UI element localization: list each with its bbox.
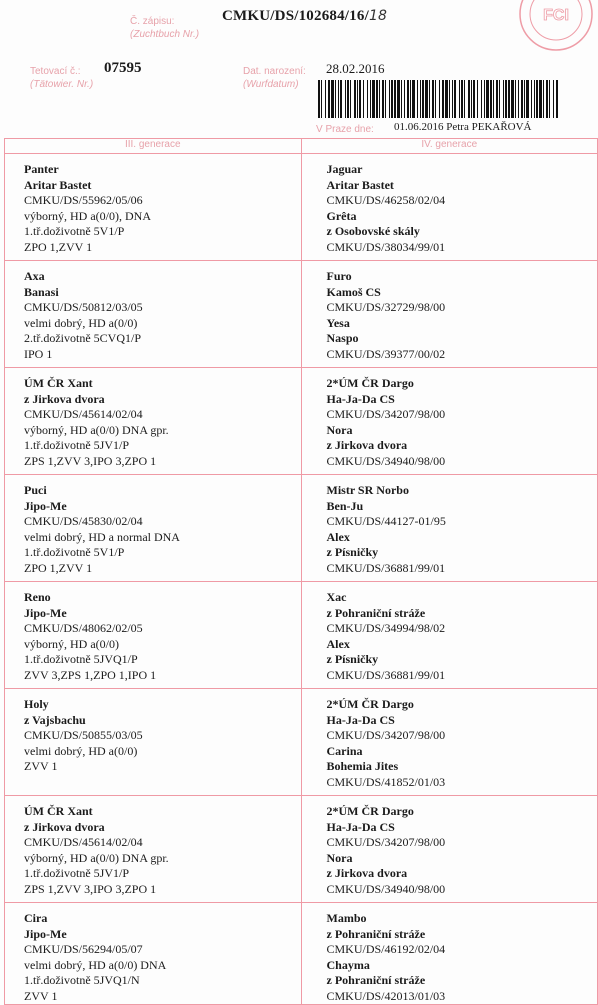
third-generation-cell <box>5 582 302 689</box>
ancestor-name: Alex <box>326 636 350 651</box>
stud-book-label-de: (Zuchtbuch Nr.) <box>130 29 200 40</box>
ancestor-entry <box>302 368 598 469</box>
ancestor-name: Banasi <box>24 284 59 299</box>
ancestor-name: 2*ÚM ČR Dargo <box>326 697 414 711</box>
ancestor-name: Naspo <box>326 331 359 345</box>
ancestor-entry <box>5 689 301 775</box>
ancestor-name: Ben-Ju <box>326 498 364 513</box>
ancestor-detail: CMKU/DS/32729/98/00 <box>326 300 446 314</box>
ancestor-detail: 1.tř.doživotně 5JV1/P <box>24 438 129 452</box>
tattoo-label-de: (Tätowier. Nr.) <box>30 79 94 90</box>
ancestor-detail: CMKU/DS/45830/02/04 <box>24 514 143 528</box>
ancestor-name: z Pohraniční stráže <box>326 973 426 987</box>
ancestor-detail: 1.tř.doživotně 5JVQ1/P <box>24 652 138 666</box>
ancestor-name: z Jirkova dvora <box>24 819 105 834</box>
stud-book-number-handwritten: 18 <box>368 8 388 24</box>
ancestor-name: Axa <box>24 269 45 283</box>
ancestor-entry <box>302 796 598 897</box>
ancestor-entry <box>5 154 301 255</box>
ancestor-name: Ha-Ja-Da CS <box>326 712 395 727</box>
table-row <box>5 582 598 689</box>
pedigree-body <box>5 154 598 1005</box>
fourth-generation-cell <box>301 368 598 475</box>
ancestor-detail: CMKU/DS/34940/98/00 <box>326 881 446 896</box>
ancestor-detail: CMKU/DS/38034/99/01 <box>326 239 446 254</box>
ancestor-detail: 2.tř.doživotně 5CVQ1/P <box>24 331 141 345</box>
ancestor-name: Kamoš CS <box>326 284 381 299</box>
pedigree-header-row <box>5 139 598 154</box>
tattoo-number: 07595 <box>104 60 142 76</box>
ancestor-detail: velmi dobrý, HD a(0/0) <box>24 315 138 330</box>
ancestor-detail: CMKU/DS/50855/03/05 <box>24 728 143 742</box>
ancestor-detail: CMKU/DS/45614/02/04 <box>24 407 143 421</box>
ancestor-detail: CMKU/DS/44127-01/95 <box>326 514 446 528</box>
ancestor-name: Chayma <box>326 957 370 972</box>
ancestor-name: z Jirkova dvora <box>326 438 408 452</box>
ancestor-name: z Písničky <box>326 545 379 559</box>
table-row <box>5 903 598 1005</box>
ancestor-name: Jaguar <box>326 162 363 176</box>
ancestor-detail: CMKU/DS/55962/05/06 <box>24 193 143 207</box>
ancestor-entry <box>5 796 301 897</box>
ancestor-detail: ZPS 1,ZVV 3,IPO 3,ZPO 1 <box>24 453 157 468</box>
ancestor-name: Carina <box>326 743 363 758</box>
ancestor-name: Xac <box>326 590 347 604</box>
ancestor-name: 2*ÚM ČR Dargo <box>326 804 414 818</box>
table-row <box>5 796 598 903</box>
third-generation-cell <box>5 796 302 903</box>
ancestor-name: z Jirkova dvora <box>326 866 408 880</box>
ancestor-detail: CMKU/DS/48062/02/05 <box>24 621 143 635</box>
ancestor-name: Nora <box>326 422 353 437</box>
ancestor-name: Holy <box>24 697 49 711</box>
ancestor-name: Panter <box>24 162 59 176</box>
ancestor-detail: CMKU/DS/45614/02/04 <box>24 835 143 849</box>
ancestor-detail: CMKU/DS/41852/01/03 <box>326 774 446 789</box>
ancestor-name: z Pohraniční stráže <box>326 605 426 620</box>
issued-label: V Praze dne: <box>316 124 374 135</box>
ancestor-name: Ha-Ja-Da CS <box>326 391 395 406</box>
issued-date-signature: 01.06.2016 Petra PEKAŘOVÁ <box>394 121 532 133</box>
fci-seal-icon <box>516 0 596 54</box>
ancestor-detail: CMKU/DS/50812/03/05 <box>24 300 143 314</box>
ancestor-name: Furo <box>326 269 352 283</box>
stud-book-number-printed: CMKU/DS/102684/16/ <box>222 8 369 24</box>
ancestor-entry <box>302 154 598 255</box>
ancestor-name: Cira <box>24 911 48 925</box>
fourth-generation-cell <box>301 475 598 582</box>
ancestor-name: ÚM ČR Xant <box>24 376 93 390</box>
table-row <box>5 368 598 475</box>
ancestor-name: Ha-Ja-Da CS <box>326 819 395 834</box>
tattoo-label: Tetovací č.: <box>30 66 81 77</box>
ancestor-name: Yesa <box>326 315 350 330</box>
fourth-generation-cell <box>301 689 598 796</box>
ancestor-detail: výborný, HD a(0/0) <box>24 636 119 651</box>
ancestor-detail: CMKU/DS/56294/05/07 <box>24 942 143 956</box>
column-header-fourth-generation: IV. generace <box>301 139 598 154</box>
column-header-third-generation: III. generace <box>5 139 302 154</box>
ancestor-name: Alex <box>326 529 350 544</box>
fourth-generation-cell <box>301 261 598 368</box>
ancestor-name: Puci <box>24 483 47 497</box>
third-generation-cell <box>5 689 302 796</box>
ancestor-detail: 1.tř.doživotně 5V1/P <box>24 545 125 559</box>
ancestor-entry <box>302 475 598 576</box>
ancestor-name: Mistr SR Norbo <box>326 483 409 497</box>
fourth-generation-cell <box>301 796 598 903</box>
ancestor-detail: CMKU/DS/34207/98/00 <box>326 407 446 421</box>
ancestor-detail: CMKU/DS/46258/02/04 <box>326 193 446 207</box>
ancestor-detail: velmi dobrý, HD a(0/0) <box>24 743 138 758</box>
ancestor-detail: ZPO 1,ZVV 1 <box>24 239 93 254</box>
ancestor-name: Jipo-Me <box>24 926 67 941</box>
ancestor-name: z Osobovské skály <box>326 224 420 238</box>
ancestor-name: 2*ÚM ČR Dargo <box>326 376 414 390</box>
ancestor-detail: výborný, HD a(0/0) DNA gpr. <box>24 850 169 865</box>
third-generation-cell <box>5 903 302 1005</box>
ancestor-name: ÚM ČR Xant <box>24 804 93 818</box>
ancestor-detail: ZPO 1,ZVV 1 <box>24 560 93 575</box>
ancestor-name: Jipo-Me <box>24 605 67 620</box>
ancestor-entry <box>5 261 301 362</box>
ancestor-detail: velmi dobrý, HD a(0/0) DNA <box>24 957 167 972</box>
ancestor-detail: ZPS 1,ZVV 3,IPO 3,ZPO 1 <box>24 881 157 896</box>
ancestor-entry <box>5 582 301 683</box>
ancestor-detail: ZVV 1 <box>24 988 58 1003</box>
ancestor-detail: CMKU/DS/34940/98/00 <box>326 453 446 468</box>
fourth-generation-cell <box>301 903 598 1005</box>
ancestor-detail: CMKU/DS/34207/98/00 <box>326 835 446 849</box>
ancestor-name: Grêta <box>326 208 357 223</box>
ancestor-entry <box>302 582 598 683</box>
table-row <box>5 689 598 796</box>
fci-seal-text: FCI <box>543 7 569 24</box>
ancestor-name: z Písničky <box>326 652 379 666</box>
ancestor-detail: CMKU/DS/34994/98/02 <box>326 621 446 635</box>
ancestor-detail: IPO 1 <box>24 346 53 361</box>
table-row <box>5 261 598 368</box>
ancestor-name: Aritar Bastet <box>326 177 394 192</box>
ancestor-detail: CMKU/DS/36881/99/01 <box>326 667 446 682</box>
ancestor-name: Nora <box>326 850 353 865</box>
third-generation-cell <box>5 261 302 368</box>
ancestor-detail: CMKU/DS/34207/98/00 <box>326 728 446 742</box>
stud-book-label: Č. zápisu: <box>130 16 175 27</box>
ancestor-detail: výborný, HD a(0/0), DNA <box>24 208 151 223</box>
ancestor-entry <box>5 475 301 576</box>
ancestor-entry <box>302 903 598 1004</box>
ancestor-entry <box>5 903 301 1004</box>
ancestor-name: Reno <box>24 590 51 604</box>
ancestor-detail: CMKU/DS/36881/99/01 <box>326 560 446 575</box>
ancestor-name: Mambo <box>326 911 367 925</box>
barcode-icon <box>318 80 558 118</box>
birth-date-label-de: (Wurfdatum) <box>243 79 299 90</box>
ancestor-name: z Jirkova dvora <box>24 391 105 406</box>
third-generation-cell <box>5 368 302 475</box>
ancestor-detail: ZVV 3,ZPS 1,ZPO 1,IPO 1 <box>24 667 157 682</box>
ancestor-entry <box>302 689 598 790</box>
third-generation-cell <box>5 475 302 582</box>
ancestor-detail: velmi dobrý, HD a normal DNA <box>24 529 180 544</box>
ancestor-name: Bohemia Jites <box>326 759 399 773</box>
birth-date-label: Dat. narození: <box>243 66 306 77</box>
table-row <box>5 154 598 261</box>
ancestor-detail: 1.tř.doživotně 5V1/P <box>24 224 125 238</box>
ancestor-entry <box>5 368 301 469</box>
fourth-generation-cell <box>301 154 598 261</box>
fourth-generation-cell <box>301 582 598 689</box>
ancestor-detail: 1.tř.doživotně 5JVQ1/N <box>24 973 140 987</box>
ancestor-detail: CMKU/DS/42013/01/03 <box>326 988 446 1003</box>
ancestor-entry <box>302 261 598 362</box>
ancestor-name: Aritar Bastet <box>24 177 92 192</box>
ancestor-detail: výborný, HD a(0/0) DNA gpr. <box>24 422 169 437</box>
ancestor-detail: CMKU/DS/46192/02/04 <box>326 942 446 956</box>
ancestor-name: Jipo-Me <box>24 498 67 513</box>
ancestor-detail: ZVV 1 <box>24 759 58 773</box>
ancestor-detail: CMKU/DS/39377/00/02 <box>326 346 446 361</box>
ancestor-name: z Pohraniční stráže <box>326 926 426 941</box>
ancestor-detail: 1.tř.doživotně 5JV1/P <box>24 866 129 880</box>
table-row <box>5 475 598 582</box>
pedigree-table <box>4 138 598 1005</box>
birth-date: 28.02.2016 <box>326 61 385 76</box>
third-generation-cell <box>5 154 302 261</box>
stud-book-number <box>222 8 387 25</box>
ancestor-name: z Vajsbachu <box>24 712 86 727</box>
